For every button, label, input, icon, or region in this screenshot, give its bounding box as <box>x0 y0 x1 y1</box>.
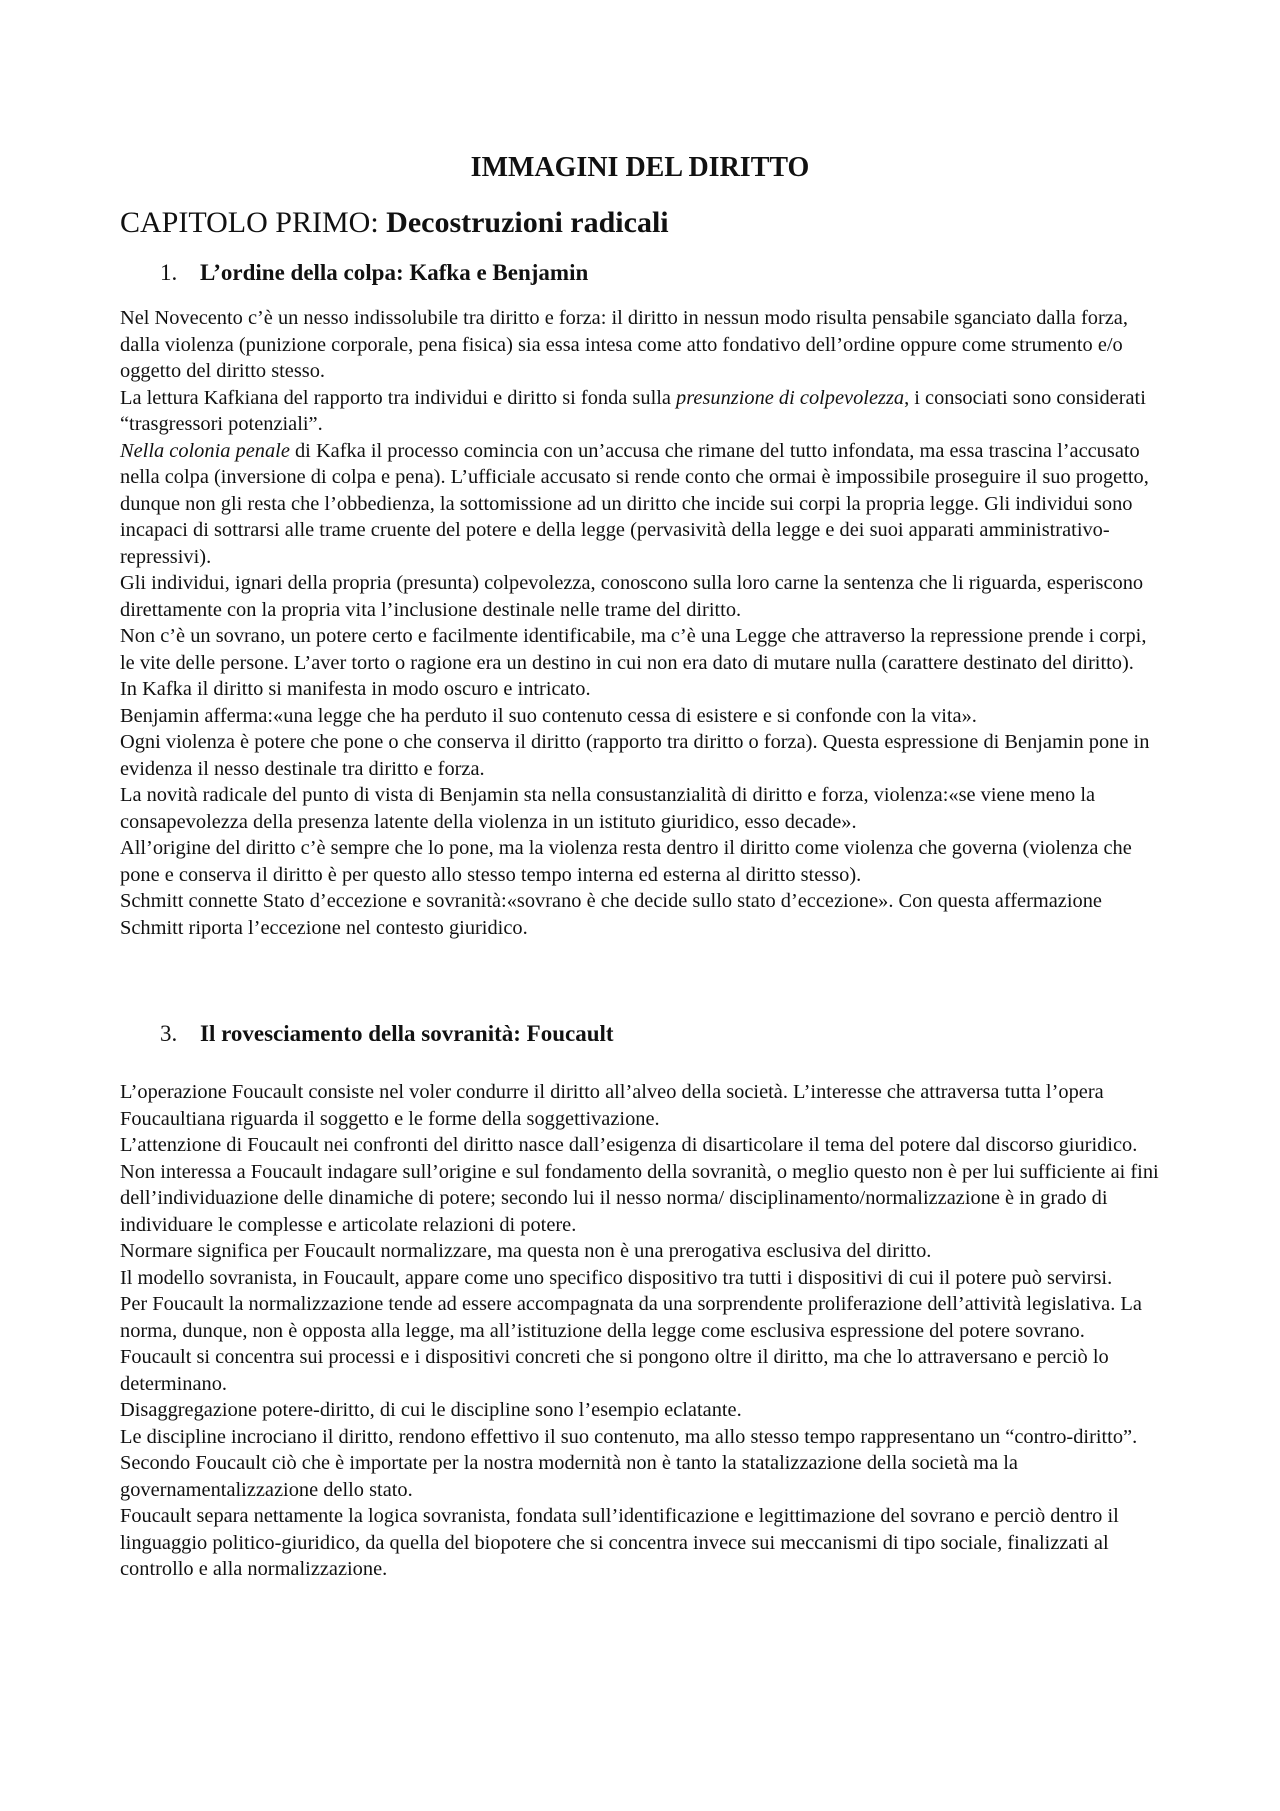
chapter-separator: : <box>370 206 387 239</box>
paragraph: Il modello sovranista, in Foucault, appare come uno specifico dispositivo tra tutti i dispositivi di cui il potere può servirsi. <box>120 1266 1113 1289</box>
paragraph: Nel Novecento c’è un nesso indissolubile tra diritto e forza: il diritto in nessun modo risulta pensabile sganciato dalla forza, dalla violenza (punizione corporale, pena fisica) sia essa intesa come atto fondativo dell’ordine oppure come strumento e/o oggetto del diritto stesso. <box>120 307 1128 382</box>
section-number: 3. <box>160 1021 178 1046</box>
italic-term: presunzione di colpevolezza <box>676 386 905 409</box>
section-title: Il rovesciamento della sovranità: Foucault <box>200 1021 614 1046</box>
paragraph: Disaggregazione potere-diritto, di cui le discipline sono l’esempio eclatante. <box>120 1399 742 1421</box>
paragraph: Schmitt connette Stato d’eccezione e sovranità:«sovrano è che decide sullo stato d’eccezione». Con questa affermazione Schmitt riporta l’eccezione nel contesto giuridico. <box>120 890 1102 939</box>
paragraph: Gli individui, ignari della propria (presunta) colpevolezza, conoscono sulla loro carne la sentenza che li riguarda, esperiscono direttamente con la propria vita l’inclusione destinale nelle trame del diritto. <box>120 572 1144 621</box>
section-body-1 <box>120 305 1165 941</box>
paragraph <box>120 385 1165 438</box>
paragraph: Benjamin afferma:«una legge che ha perduto il suo contenuto cessa di esistere e si confonde con la vita». <box>120 704 977 727</box>
section-title: L’ordine della colpa: Kafka e Benjamin <box>200 260 589 285</box>
paragraph-text: di Kafka il processo comincia con un’accusa che rimane del tutto infondata, ma essa trascina l’accusato nella colpa (inversione di colpa e pena). L’ufficiale accusato si rende conto che ormai è impossibile proseguire il suo progetto, dunque non gli resta che l’obbedienza, la sottomissione ad un diritto che incide sui corpi la propria legge. Gli individui sono incapaci di sottrarsi alle trame cruente del potere e della legge (pervasività della legge e dei suoi apparati amministrativo-repressivi). <box>120 439 1149 568</box>
paragraph: L’operazione Foucault consiste nel voler condurre il diritto all’alveo della società. L’interesse che attraversa tutta l’opera Foucaultiana riguarda il soggetto e le forme della soggettivazione. <box>120 1081 1104 1130</box>
paragraph: Foucault si concentra sui processi e i dispositivi concreti che si pongono oltre il diritto, ma che lo attraversano e perciò lo determinano. <box>120 1346 1109 1395</box>
paragraph: In Kafka il diritto si manifesta in modo oscuro e intricato. <box>120 678 591 700</box>
document-title: IMMAGINI DEL DIRITTO <box>470 152 810 183</box>
paragraph: Non c’è un sovrano, un potere certo e facilmente identificabile, ma c’è una Legge che attraverso la repressione prende i corpi, le vite delle persone. L’aver torto o ragione era un destino in cui non era dato di mutare nulla (carattere destinato del diritto). <box>120 625 1147 674</box>
chapter-prefix: CAPITOLO PRIMO <box>120 206 371 239</box>
section-number: 1. <box>160 260 178 285</box>
chapter-name: Decostruzioni radicali <box>386 206 669 239</box>
section-heading-3 <box>160 1019 614 1049</box>
paragraph: Normare significa per Foucault normalizzare, ma questa non è una prerogativa esclusiva del diritto. <box>120 1240 932 1262</box>
paragraph: Ogni violenza è potere che pone o che conserva il diritto (rapporto tra diritto o forza). Questa espressione di Benjamin pone in evidenza il nesso destinale tra diritto e forza. <box>120 731 1150 780</box>
paragraph: L’attenzione di Foucault nei confronti del diritto nasce dall’esigenza di disarticolare il tema del potere dal discorso giuridico. <box>120 1134 1138 1156</box>
paragraph-text: , i consociati sono considerati “trasgressori potenziali”. <box>120 386 1146 435</box>
section-body-3 <box>120 1079 1165 1583</box>
paragraph: Foucault separa nettamente la logica sovranista, fondata sull’identificazione e legittimazione del sovrano e perciò dentro il linguaggio politico-giuridico, da quella del biopotere che si concentra invece sui meccanismi di tipo sociale, finalizzati al controllo e alla normalizzazione. <box>120 1505 1119 1580</box>
section-heading-1 <box>160 258 588 288</box>
paragraph <box>120 438 1165 571</box>
paragraph-text: La lettura Kafkiana del rapporto tra individui e diritto si fonda sulla <box>120 386 677 409</box>
paragraph: La novità radicale del punto di vista di Benjamin sta nella consustanzialità di diritto e forza, violenza:«se viene meno la consapevolezza della presenza latente della violenza in un istituto giuridico, esso decade». <box>120 784 1096 833</box>
chapter-heading <box>120 204 669 242</box>
paragraph: All’origine del diritto c’è sempre che lo pone, ma la violenza resta dentro il diritto come violenza che governa (violenza che pone e conserva il diritto è per questo allo stesso tempo interna ed esterna al diritto stesso). <box>120 837 1132 886</box>
italic-title: Nella colonia penale <box>120 439 290 462</box>
paragraph: Secondo Foucault ciò che è importate per la nostra modernità non è tanto la statalizzazione della società ma la governamentalizzazione dello stato. <box>120 1452 1018 1501</box>
paragraph: Non interessa a Foucault indagare sull’origine e sul fondamento della sovranità, o meglio questo non è per lui sufficiente ai fini dell’individuazione delle dinamiche di potere; secondo lui il nesso norma/ disciplinamento/normalizzazione è in grado di individuare le complesse e articolate relazioni di potere. <box>120 1160 1159 1236</box>
paragraph: Le discipline incrociano il diritto, rendono effettivo il suo contenuto, ma allo stesso tempo rappresentano un “contro-diritto”. <box>120 1425 1138 1448</box>
paragraph: Per Foucault la normalizzazione tende ad essere accompagnata da una sorprendente proliferazione dell’attività legislativa. La norma, dunque, non è opposta alla legge, ma all’istituzione della legge come esclusiva espressione del potere sovrano. <box>120 1293 1142 1342</box>
